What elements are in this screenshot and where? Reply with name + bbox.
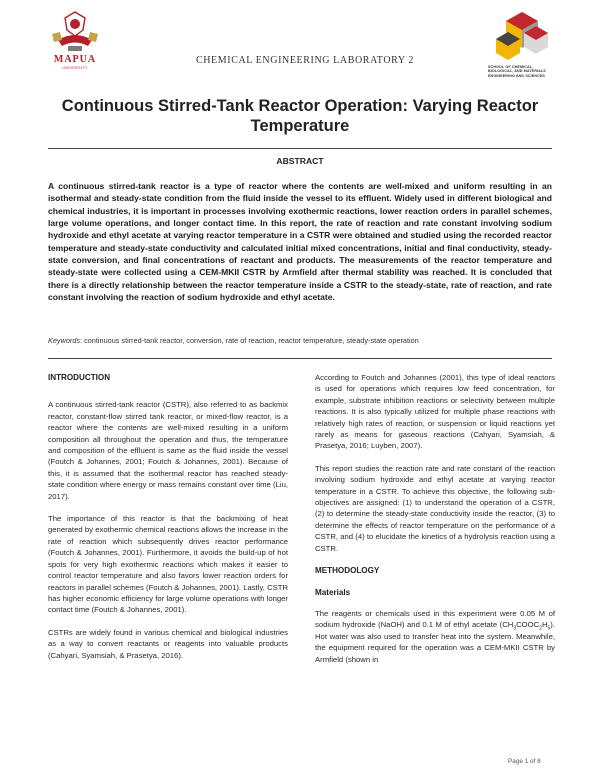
right-column: [315, 372, 555, 676]
intro-paragraph-3: CSTRs are widely found in various chemical and biological industries as a way to convert reactants or reagents into valuable products (Cahyari, Syamsiah, & Prasetya, 2016).: [48, 627, 288, 660]
mapua-logo-text: MAPUA: [53, 54, 97, 65]
school-logo: [486, 8, 558, 80]
abstract-bottom-divider: [48, 358, 552, 359]
intro-paragraph-2: The importance of this reactor is that the backmixing of heat generated by exothermic chemical reactions allows the increase in the rate of reaction which subsequently drives reactor performance (Foutch & Johannes, 2001). Furthermore, it avoids the build-up of hot spots for very high exothermic reactions which makes it easier to control reactor temperature and also favors lower reaction orders for reactors in parallel schemes (Foutch & Johannes, 2001). Lastly, CSTR has higher economic efficiency for large volume operations with longer contact time (Foutch & Johannes, 2001).: [48, 514, 288, 615]
keywords-text: : continuous stirred-tank reactor, conversion, rate of reaction, reactor temperature, steady-state operation: [80, 336, 419, 345]
methodology-heading: METHODOLOGY: [315, 566, 380, 576]
keywords: [48, 336, 552, 346]
intro-paragraph-1: A continuous stirred-tank reactor (CSTR), also referred to as backmix reactor, constant-flow stirred tank reactor, or mixed-flow reactor, is a reactor where the contents are well-mixed resulting in a uniform composition all throughout the operation and thus, the temperature and composition of the effluent is same as the fluid inside the vessel (Foutch & Johannes, 2001; Foutch & Johannes, 2001). Because of this, it is assumed that the isothermal reactor has reached steady-state condition where energy or mass remains constant over time (Liu, 2017).: [48, 400, 288, 501]
mapua-seal-icon: [44, 10, 106, 54]
mapua-logo: [44, 10, 106, 76]
introduction-heading: INTRODUCTION: [48, 373, 111, 382]
hexagon-logo-icon: [486, 8, 558, 64]
left-column: [48, 372, 288, 672]
abstract-heading: ABSTRACT: [276, 156, 324, 166]
school-logo-caption: SCHOOL OF CHEMICAL, BIOLOGICAL, AND MATERIALS ENGINEERING AND SCIENCES: [488, 65, 546, 78]
mapua-logo-subtext: UNIVERSITY: [62, 66, 88, 70]
page-header: [0, 0, 600, 86]
abstract-top-divider: [48, 148, 552, 149]
page-number: Page 1 of 8: [508, 758, 541, 765]
abstract-text: A continuous stirred-tank reactor is a type of reactor where the contents are well-mixed and uniform resulting in an isothermal and steady-state condition from the fluid inside the vessel to its effluent. Widely used in different biological and chemical industries, it is important in processes involving exothermic reactions, lower reaction orders in parallel schemes, large volume operations, and longer contact time. In this report, the rate of reaction and rate constant involving sodium hydroxide and ethyl acetate at varying reactor temperature in a CSTR were obtained and studied using the recorded reactor temperature and steady-state conductivity and calculated initial mixed concentrations, initial and final conductivity, steady-state conversion, and final concentrations of reactant and products. The measurements of the reactor temperature and steady-state were collected using a CEM-MKII CSTR by Armfield after thermal stability was reached. It is concluded that there is a directly relationship between the reactor temperature inside a CSTR to the steady-state, rate of reaction, and rate constant involving the reaction of sodium hydroxide and ethyl acetate.: [48, 181, 552, 303]
intro-paragraph-4: According to Foutch and Johannes (2001), this type of ideal reactors is used for operations which requires low feed concentration, for example, substrate inhibition reactions or selectivity between multiple reactions. It is also typically utilized for multiple phase reactions with relatively high rates of reaction, or suspension or liquid reactions yet rarely as means for gaseous reactions (Cahyari, Syamsiah, & Prasetya, 2016; Luyben, 2007).: [315, 373, 555, 451]
materials-paragraph: The reagents or chemicals used in this experiment were 0.05 M of sodium hydroxide (NaOH) and 0.1 M of ethyl acetate $(CH_3COOC_2H_5)$. Hot water was also used to transfer heat into the system. Meanwhile, the equipment required for the operation was a CEM-MKII CSTR by Armfield (shown in: [315, 608, 555, 664]
lab-title: CHEMICAL ENGINEERING LABORATORY 2: [195, 55, 415, 66]
paper-title: Continuous Stirred-Tank Reactor Operation: Varying Reactor Temperature: [61, 97, 539, 135]
intro-paragraph-5: This report studies the reaction rate and rate constant of the reaction involving sodium hydroxide and ethyl acetate at varying reactor temperature in a CSTR. To achieve this objective, the following sub-objectives are assigned: (1) to understand the operation of a CSTR, (2) to determine the steady-state conductivity inside the reactor, (3) to determine the effects of reactor temperature on the performance of a CSTR, and (4) to elucidate the kinetics of a hydrolysis reaction using a CSTR.: [315, 463, 555, 553]
keywords-label: Keywords: [48, 336, 81, 345]
materials-heading: Materials: [315, 587, 351, 597]
